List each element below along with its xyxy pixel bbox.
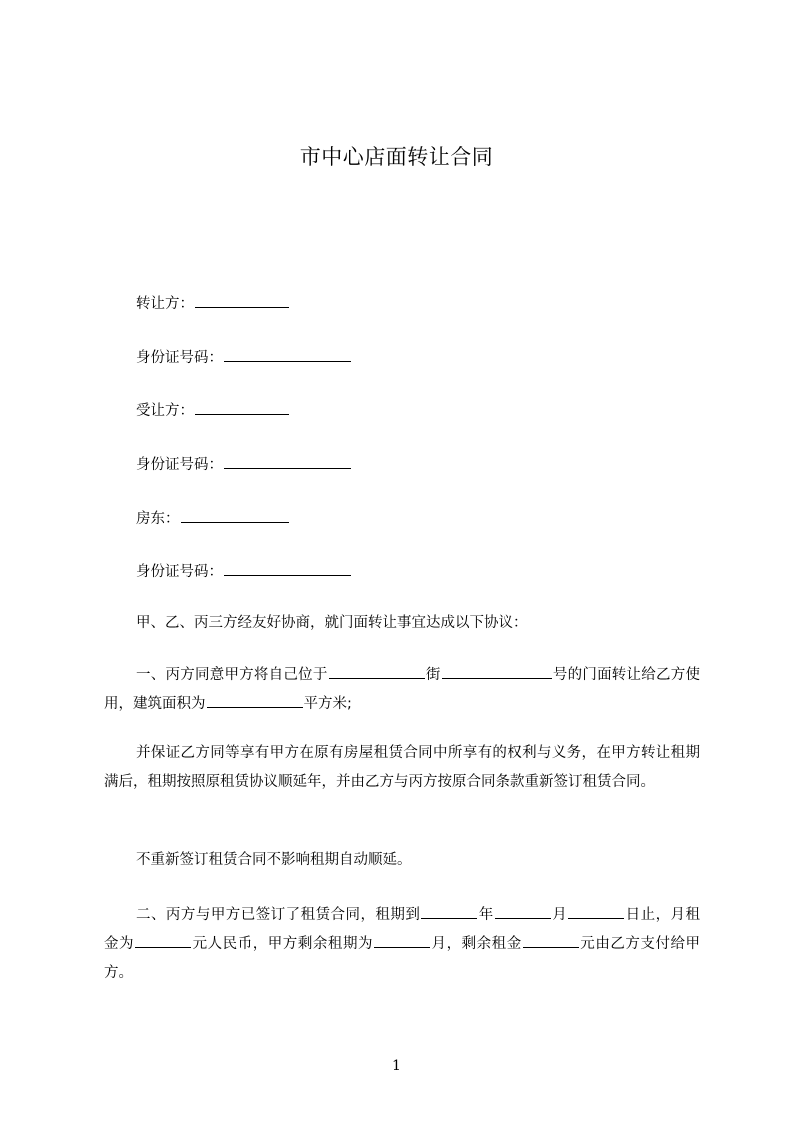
clause-two-text-f: 月，剩余租金 [431,936,522,952]
clause-one-text-d: 平方米; [303,696,352,712]
clause-one [104,661,700,719]
year-blank [421,903,477,919]
transferor-id-line [136,346,352,368]
street-blank [329,663,425,679]
clause-two-text-c: 月 [551,907,568,923]
transferor-id-blank [224,346,351,362]
number-blank [442,663,552,679]
clause-two-text-e: 元人民币，甲方剩余租期为 [192,936,374,952]
clause-one-text-a: 一、丙方同意甲方将自己位于 [136,667,328,683]
area-blank [207,692,303,708]
remaining-term-blank [374,932,430,948]
landlord-blank [181,507,289,523]
transferee-label: 受让方： [136,403,194,419]
page-number: 1 [392,1058,401,1074]
clause-two-text-g: 元由乙方支付给甲方。 [104,936,701,981]
clause-two-text-a: 二、丙方与甲方已签订了租赁合同，租期到 [136,907,421,923]
landlord-line [136,507,290,529]
clause-one-note: 不重新签订租赁合同不影响租期自动顺延。 [136,852,412,868]
clause-one-continuation: 并保证乙方同等享有甲方在原有房屋租赁合同中所享有的权利与义务，在甲方转让租期满后，租期按照原租赁协议顺延年，并由乙方与丙方按原合同条款重新签订租赁合同。 [104,745,700,790]
landlord-id-blank [224,560,351,576]
transferor-label: 转让方： [136,296,194,312]
monthly-rent-blank [135,932,191,948]
day-blank [568,903,624,919]
transferee-line [136,399,290,421]
transferee-blank [195,399,289,415]
landlord-label: 房东： [136,511,180,527]
transferee-id-label: 身份证号码： [136,457,223,473]
clause-one-text-c: 号的门面转让给乙方使用，建筑面积为 [104,667,701,712]
landlord-id-line [136,560,352,582]
intro-paragraph: 甲、乙、丙三方经友好协商，就门面转让事宜达成以下协议： [136,615,528,631]
transferor-id-label: 身份证号码： [136,350,223,366]
transferor-line [136,292,290,314]
month-blank [495,903,551,919]
clause-two-text-b: 年 [478,907,494,923]
transferor-blank [195,292,289,308]
transferee-id-blank [224,453,351,469]
page-title: 市中心店面转让合同 [299,145,494,169]
landlord-id-label: 身份证号码： [136,564,223,580]
clause-two [104,901,700,988]
clause-one-text-b: 街 [425,667,441,683]
transferee-id-line [136,453,352,475]
remaining-rent-blank [523,932,579,948]
clause-two-text-d: 日止，月租金为 [104,907,701,952]
